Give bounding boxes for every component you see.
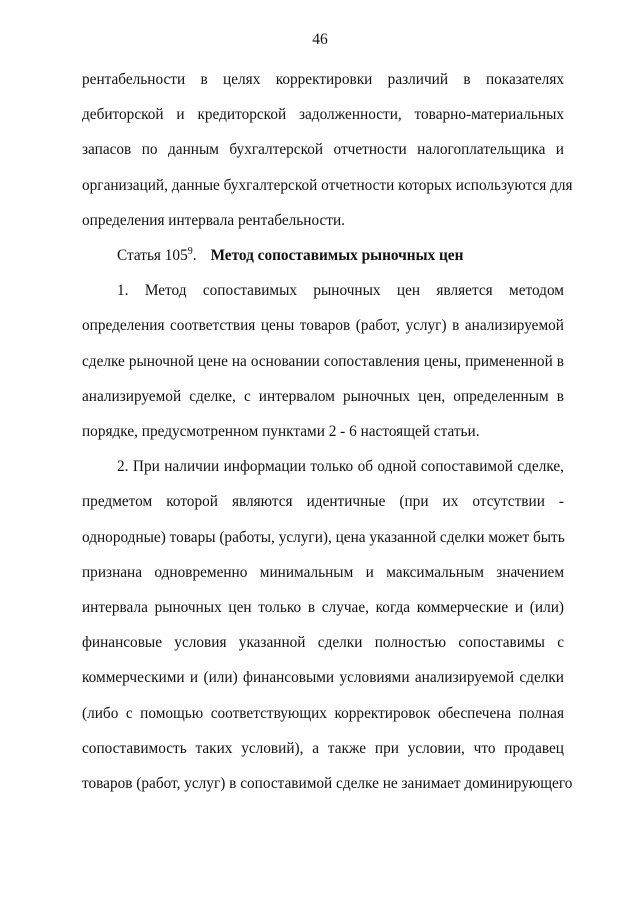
document-body [82,62,573,801]
text-line: интервала рыночных цен только в случае, когда коммерческие и (или) [82,599,564,617]
paragraph-continuation [82,62,573,238]
text-line: определения интервала рентабельности. [82,211,345,229]
text-line: организаций, данные бухгалтерской отчетности которых используются для [82,176,573,194]
text-line: 1. Метод сопоставимых рыночных цен является методом [117,282,564,300]
text-line: 2. При наличии информации только об одной сопоставимой сделке, [117,458,564,476]
text-line: порядке, предусмотренном пунктами 2 - 6 настоящей статьи. [82,423,480,441]
text-line: финансовые условия указанной сделки полностью сопоставимы с [82,634,564,652]
text-line: анализируемой сделке, с интервалом рыночных цен, определенным в [82,387,564,405]
text-line: сопоставимость таких условий), а также при условии, что продавец [82,739,564,757]
text-line: предметом которой являются идентичные (при их отсутствии - [82,493,564,511]
text-line: (либо с помощью соответствующих корректировок обеспечена полная [82,704,564,722]
paragraph-clause-1 [82,273,564,449]
article-title: Метод сопоставимых рыночных цен [210,247,464,265]
text-line: рентабельности в целях корректировки различий в показателях [82,71,564,88]
text-line: однородные) товары (работы, услуги), цена указанной сделки может быть [82,528,565,546]
text-line: определения соответствия цены товаров (работ, услуг) в анализируемой [82,317,564,335]
text-line: запасов по данным бухгалтерской отчетности налогоплательщика и [82,141,564,159]
article-heading [82,238,564,273]
article-number: Статья $105^9$. [117,246,197,265]
paragraph-clause-2 [82,449,573,801]
text-line: признана одновременно минимальным и максимальным значением [82,563,564,581]
text-line: коммерческими и (или) финансовыми условиями анализируемой сделки [82,669,564,687]
text-line: товаров (работ, услуг) в сопоставимой сделке не занимает доминирующего [82,775,573,793]
text-line: сделке рыночной цене на основании сопоставления цены, примененной в [82,352,564,370]
text-line: дебиторской и кредиторской задолженности, товарно-материальных [82,106,564,124]
page-number: 46 [312,31,328,48]
